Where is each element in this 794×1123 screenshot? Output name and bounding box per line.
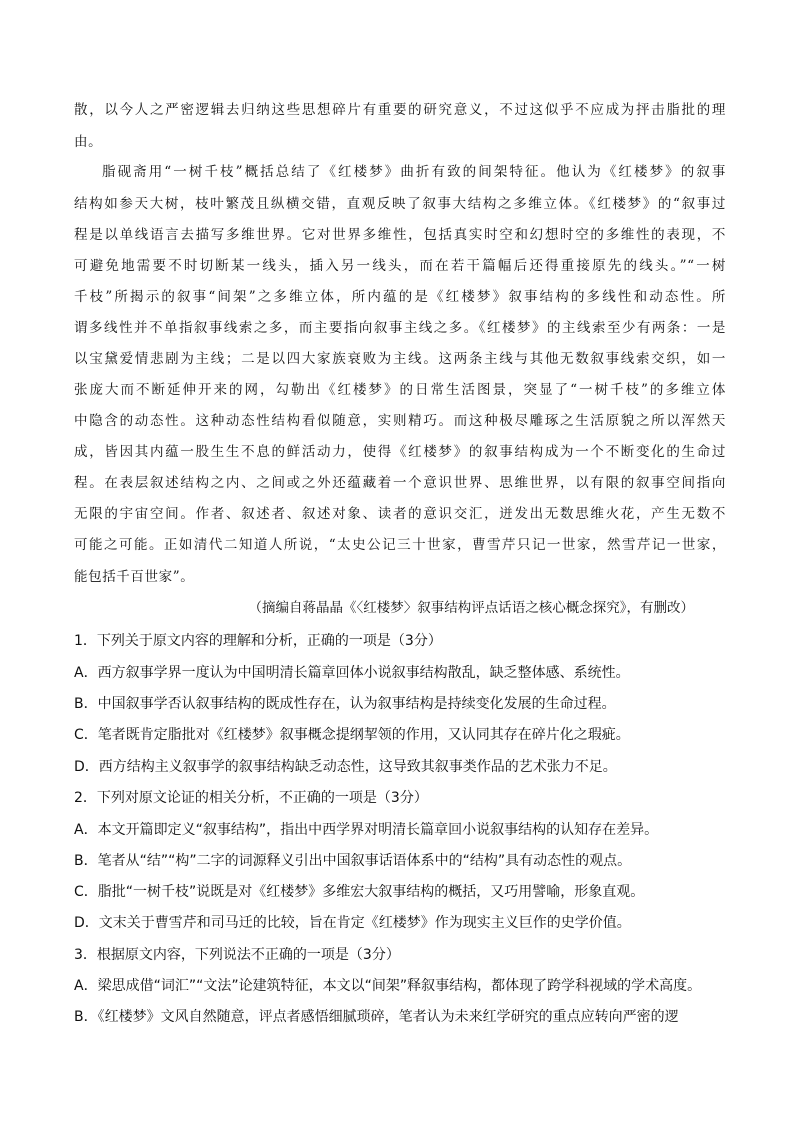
source-citation: （摘编自蒋晶晶《〈红楼梦〉叙事结构评点话语之核心概念探究》，有删改） — [248, 600, 694, 616]
passage-line: 无限的宇宙空间。作者、叙述者、叙述对象、读者的意识交汇，迸发出无数思维火花，产生无数不 — [74, 506, 726, 522]
passage-line: 脂砚斋用“一树千枝”概括总结了《红楼梦》曲折有致的间架特征。他认为《红楼梦》的叙事 — [102, 164, 726, 180]
passage-line: 散，以今人之严密逻辑去归纳这些思想碎片有重要的研究意义，不过这似乎不应成为抨击脂批的理 — [74, 102, 726, 118]
option-a: A．梁思成借“词汇”“文法”论建筑特征，本文以“间架”释叙事结构，都体现了跨学科视域的学术高度。 — [74, 978, 702, 994]
passage-line: 可避免地需要不时切断某一线头，插入另一线头，而在若干篇幅后还得重接原先的线头。”“一树 — [74, 258, 726, 274]
option-b: B．笔者从“结”“构”二字的词源释义引出中国叙事话语体系中的“结构”具有动态性的观点。 — [74, 853, 632, 869]
question-stem: 1．下列关于原文内容的理解和分析，正确的一项是（3分） — [74, 633, 442, 649]
passage-line: 千枝”所揭示的叙事“间架”之多维立体，所内蕴的是《红楼梦》叙事结构的多线性和动态性。所 — [74, 289, 726, 305]
option-a: A．西方叙事学界一度认为中国明清长篇章回体小说叙事结构散乱，缺乏整体感、系统性。 — [74, 665, 630, 681]
option-d: D．西方结构主义叙事学的叙事结构缺乏动态性，这导致其叙事类作品的艺术张力不足。 — [74, 759, 617, 775]
passage-line: 可能之可能。正如清代二知道人所说，“太史公记三十世家，曹雪芹只记一世家，然雪芹记一世家， — [74, 537, 726, 553]
passage-line: 程。在表层叙述结构之内、之间或之外还蕴藏着一个意识世界、思维世界，以有限的叙事空间指向 — [74, 475, 726, 491]
option-a: A．本文开篇即定义“叙事结构”，指出中西学界对明清长篇章回小说叙事结构的认知存在差异。 — [74, 822, 659, 838]
passage-line: 由。 — [74, 134, 103, 150]
passage-line: 程是以单线语言去描写多维世界。它对世界多维性，包括真实时空和幻想时空的多维性的表现，不 — [74, 227, 726, 243]
passage-line: 中隐含的动态性。这种动态性结构看似随意，实则精巧。而这种极尽雕琢之生活原貌之所以浑然天 — [74, 413, 726, 429]
option-d: D．文末关于曹雪芹和司马迁的比较，旨在肯定《红楼梦》作为现实主义巨作的史学价值。 — [74, 915, 631, 931]
option-c: C．脂批“一树千枝”说既是对《红楼梦》多维宏大叙事结构的概括，又巧用譬喻，形象直观。 — [74, 884, 645, 900]
option-c: C．笔者既肯定脂批对《红楼梦》叙事概念提纲挈领的作用，又认同其存在碎片化之瑕疵。 — [74, 727, 630, 743]
question-stem: 3．根据原文内容，下列说法不正确的一项是（3分） — [74, 947, 400, 963]
passage-line: 能包括千百世家”。 — [74, 569, 195, 585]
option-b: B．《红楼梦》文风自然随意，评点者感悟细腻琐碎，笔者认为未来红学研究的重点应转向严密的逻 — [74, 1009, 679, 1025]
option-b: B．中国叙事学否认叙事结构的既成性存在，认为叙事结构是持续变化发展的生命过程。 — [74, 696, 616, 712]
passage-line: 结构如参天大树，枝叶繁茂且纵横交错，直观反映了叙事大结构之多维立体。《红楼梦》的“叙事过 — [74, 196, 726, 212]
passage-line: 谓多线性并不单指叙事线索之多，而主要指向叙事主线之多。《红楼梦》的主线索至少有两条：一是 — [74, 320, 726, 336]
passage-line: 以宝黛爱情悲剧为主线；二是以四大家族衰败为主线。这两条主线与其他无数叙事线索交织，如一 — [74, 351, 726, 367]
passage-line: 成，皆因其内蕴一股生生不息的鲜活动力，使得《红楼梦》的叙事结构成为一个不断变化的生命过 — [74, 444, 726, 460]
passage-line: 张庞大而不断延伸开来的网，勾勒出《红楼梦》的日常生活图景，突显了“一树千枝”的多维立体 — [74, 382, 726, 398]
question-stem: 2．下列对原文论证的相关分析，不正确的一项是（3分） — [74, 790, 428, 806]
